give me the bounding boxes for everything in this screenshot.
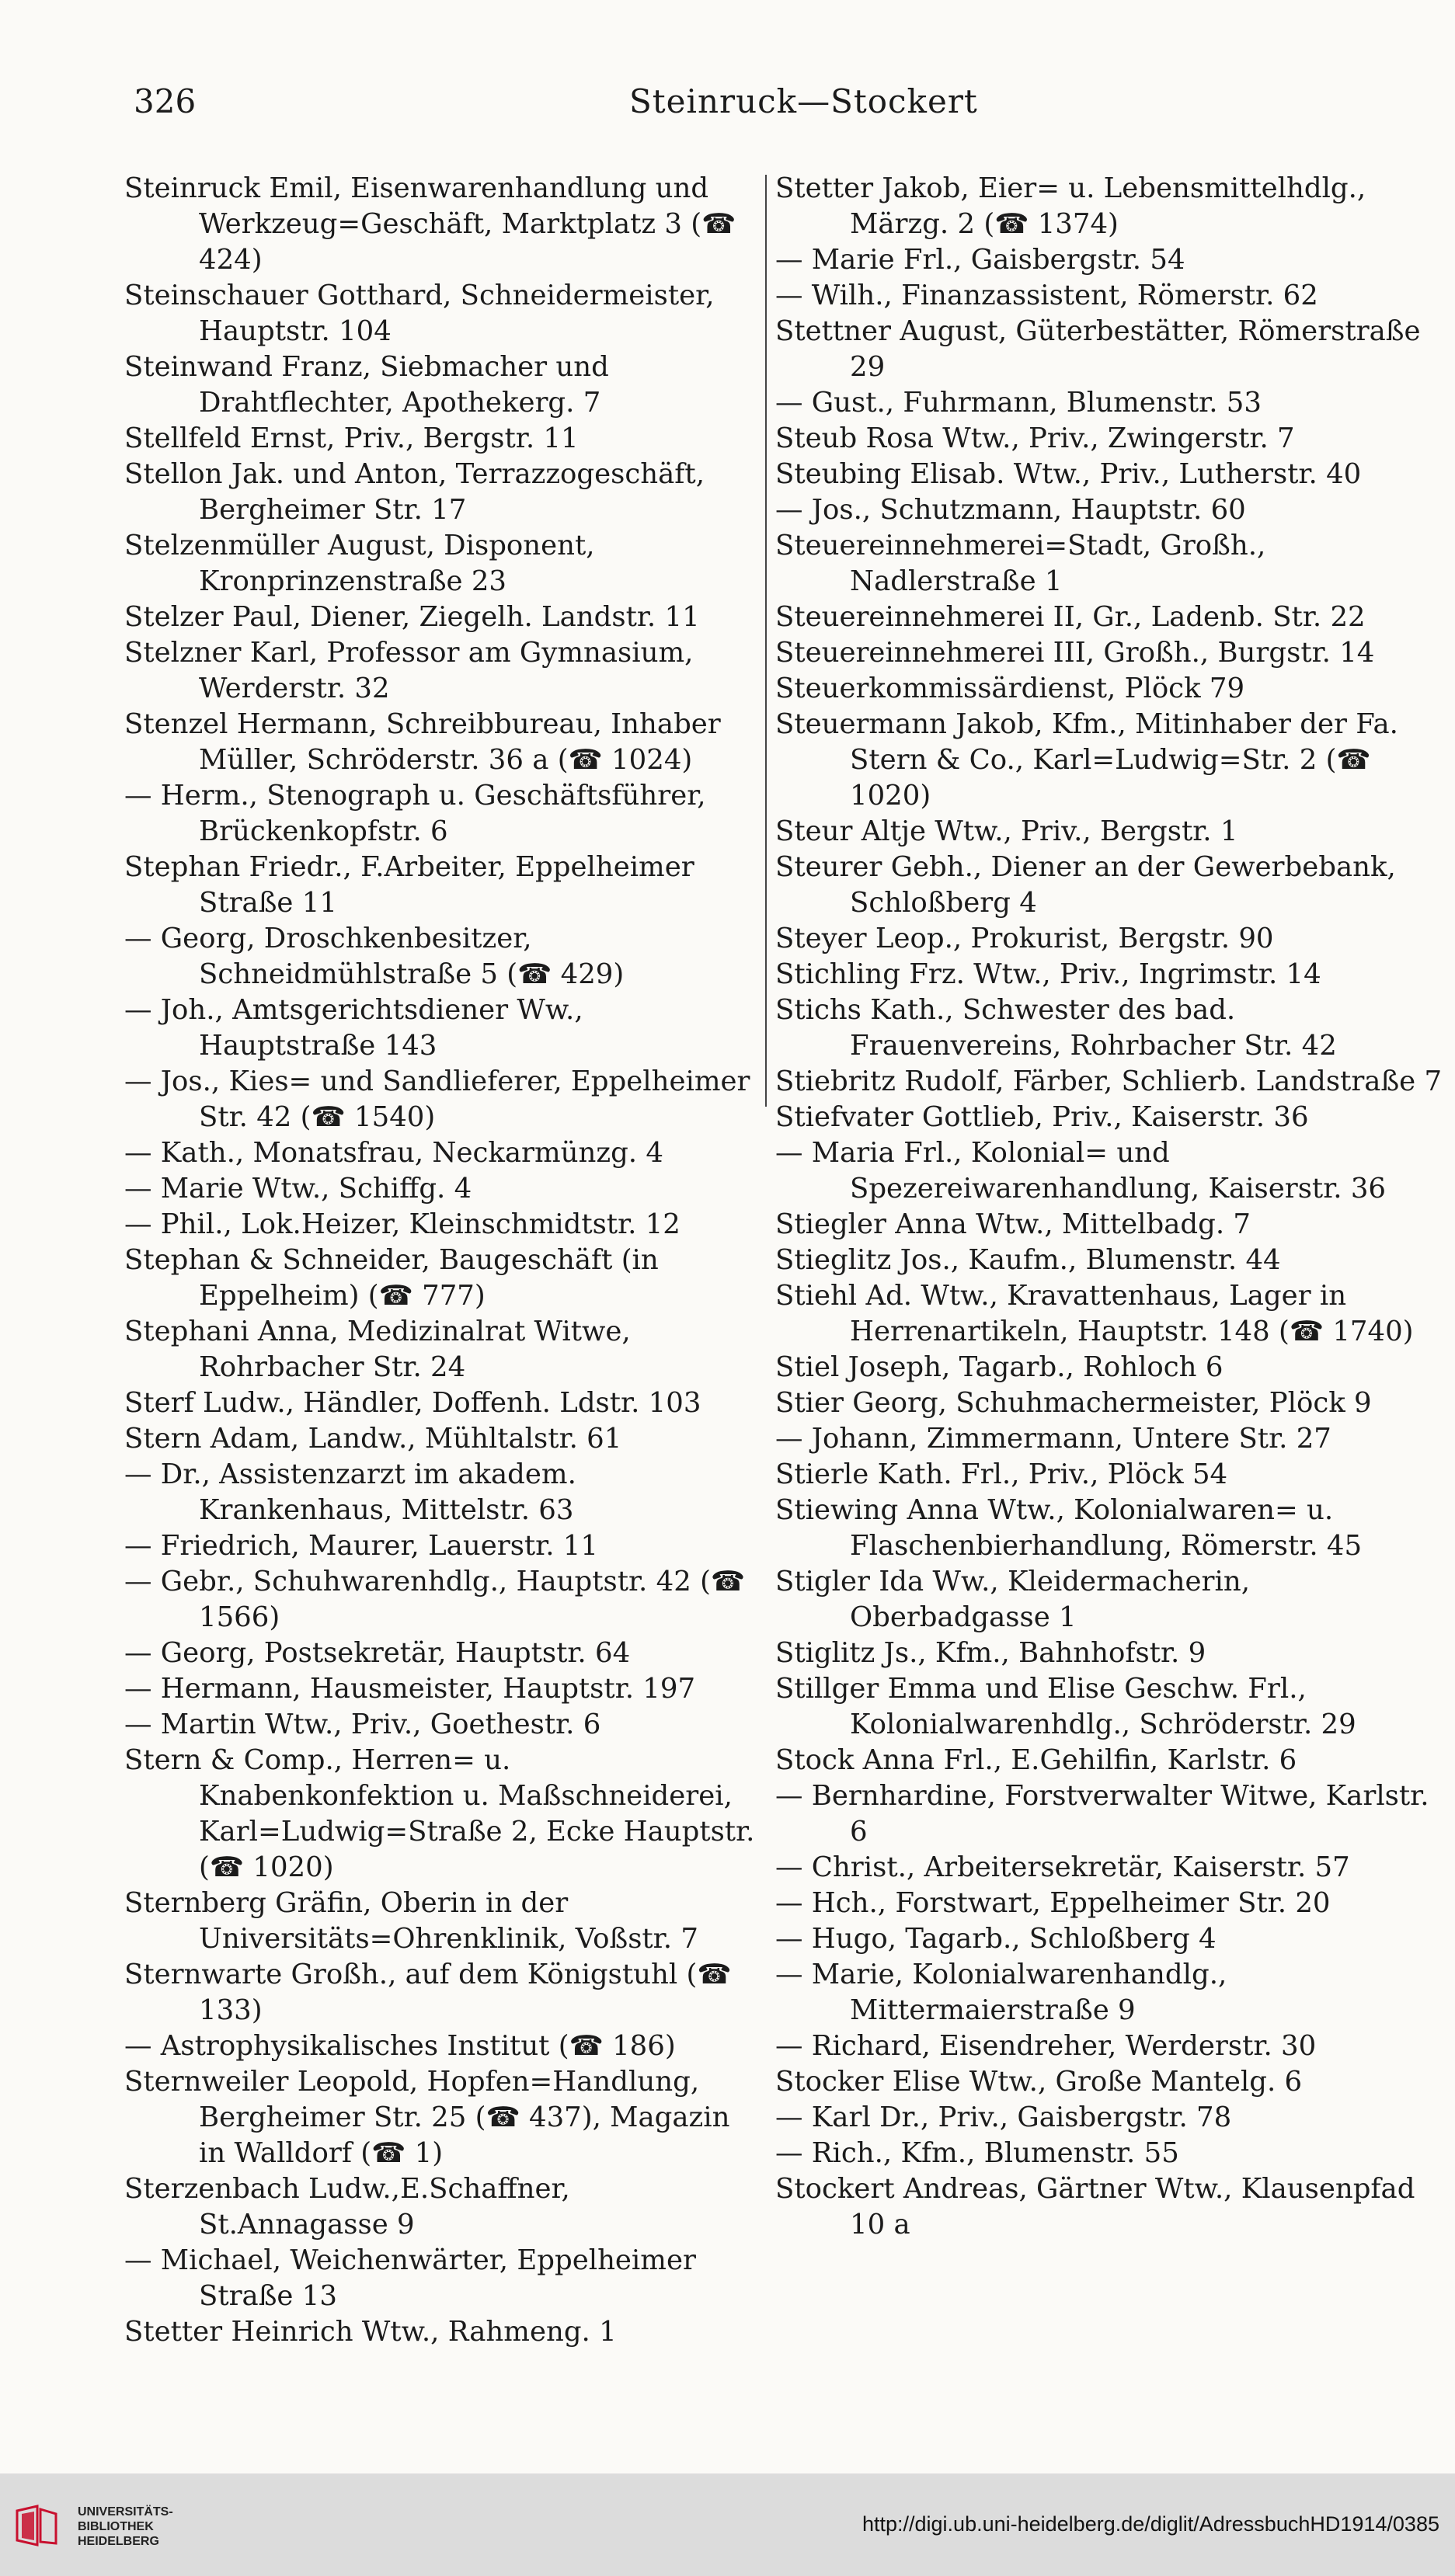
- library-name-line: HEIDELBERG: [78, 2535, 159, 2548]
- directory-entry: — Maria Frl., Kolonial= und Spezereiwarenhandlung, Kaiserstr. 36: [775, 1137, 1387, 1205]
- directory-entry: Stillger Emma und Elise Geschw. Frl., Kolonialwarenhdlg., Schröderstr. 29: [775, 1673, 1356, 1740]
- directory-entry: — Joh., Amtsgerichtsdiener Ww., Hauptstraße 143: [124, 994, 583, 1062]
- directory-entry: Stenzel Hermann, Schreibbureau, Inhaber Müller, Schröderstr. 36 a (☎ 1024): [124, 708, 721, 776]
- directory-entry: Steuerkommissärdienst, Plöck 79: [775, 673, 1245, 704]
- directory-entry: Stiefvater Gottlieb, Priv., Kaiserstr. 36: [775, 1101, 1309, 1133]
- directory-entry: — Gust., Fuhrmann, Blumenstr. 53: [775, 387, 1262, 419]
- directory-entry: Stieglitz Jos., Kaufm., Blumenstr. 44: [775, 1244, 1281, 1276]
- directory-entry: Stelzenmüller August, Disponent, Kronprinzenstraße 23: [124, 530, 595, 597]
- directory-entry: Stellfeld Ernst, Priv., Bergstr. 11: [124, 422, 579, 454]
- library-name-line: UNIVERSITÄTS-: [78, 2505, 173, 2519]
- library-name: [78, 2505, 173, 2549]
- directory-entry: Stern & Comp., Herren= u. Knabenkonfektion u. Maßschneiderei, Karl=Ludwig=Straße 2, Ecke Hauptstr. (☎ 1020): [124, 1744, 755, 1883]
- directory-entry: Stiehl Ad. Wtw., Kravattenhaus, Lager in Herrenartikeln, Hauptstr. 148 (☎ 1740): [775, 1280, 1414, 1347]
- directory-entry: — Jos., Kies= und Sandlieferer, Eppelheimer Str. 42 (☎ 1540): [124, 1066, 750, 1133]
- directory-entry: Stiegler Anna Wtw., Mittelbadg. 7: [775, 1208, 1251, 1240]
- directory-entry: Stelzner Karl, Professor am Gymnasium, Werderstr. 32: [124, 637, 694, 704]
- directory-entry: — Astrophysikalisches Institut (☎ 186): [124, 2030, 676, 2062]
- directory-entry: — Richard, Eisendreher, Werderstr. 30: [775, 2030, 1317, 2062]
- directory-entry: Stetter Heinrich Wtw., Rahmeng. 1: [124, 2316, 617, 2348]
- directory-entry: Stigler Ida Ww., Kleidermacherin, Oberbadgasse 1: [775, 1566, 1250, 1633]
- directory-entry: Stephan Friedr., F.Arbeiter, Eppelheimer Straße 11: [124, 851, 694, 919]
- directory-entry: Steubing Elisab. Wtw., Priv., Lutherstr. 40: [775, 458, 1362, 490]
- directory-entry: — Georg, Droschkenbesitzer, Schneidmühlstraße 5 (☎ 429): [124, 923, 625, 990]
- directory-entry: Steinruck Emil, Eisenwarenhandlung und Werkzeug=Geschäft, Marktplatz 3 (☎ 424): [124, 172, 736, 276]
- directory-entry: — Georg, Postsekretär, Hauptstr. 64: [124, 1637, 631, 1669]
- directory-entry: Stocker Elise Wtw., Große Mantelg. 6: [775, 2066, 1303, 2098]
- directory-entry: Steinwand Franz, Siebmacher und Drahtflechter, Apothekerg. 7: [124, 351, 609, 419]
- directory-entry: Stichling Frz. Wtw., Priv., Ingrimstr. 14: [775, 958, 1321, 990]
- directory-entry: Stephan & Schneider, Baugeschäft (in Eppelheim) (☎ 777): [124, 1244, 659, 1312]
- source-url[interactable]: http://digi.ub.uni-heidelberg.de/diglit/AdressbuchHD1914/0385: [862, 2512, 1439, 2536]
- directory-entry: Stetter Jakob, Eier= u. Lebensmittelhdlg., Märzg. 2 (☎ 1374): [775, 172, 1366, 240]
- library-name-line: BIBLIOTHEK: [78, 2520, 154, 2533]
- directory-entry: — Hermann, Hausmeister, Hauptstr. 197: [124, 1673, 696, 1705]
- directory-entry: — Herm., Stenograph u. Geschäftsführer, Brückenkopfstr. 6: [124, 780, 706, 847]
- directory-entry: Stern Adam, Landw., Mühltalstr. 61: [124, 1423, 622, 1455]
- directory-entry: Steuereinnehmerei II, Gr., Ladenb. Str. 22: [775, 601, 1366, 633]
- running-head: Steinruck—Stockert: [629, 82, 978, 120]
- right-column: [775, 171, 1443, 2243]
- directory-entry: — Jos., Schutzmann, Hauptstr. 60: [775, 494, 1246, 526]
- directory-entry: — Kath., Monatsfrau, Neckarmünzg. 4: [124, 1137, 663, 1169]
- directory-entry: Stettner August, Güterbestätter, Römerstraße 29: [775, 315, 1421, 383]
- column-divider: [765, 175, 767, 1107]
- directory-entry: Steyer Leop., Prokurist, Bergstr. 90: [775, 923, 1274, 954]
- directory-entry: Stock Anna Frl., E.Gehilfin, Karlstr. 6: [775, 1744, 1297, 1776]
- directory-entry: Sternweiler Leopold, Hopfen=Handlung, Bergheimer Str. 25 (☎ 437), Magazin in Walldorf (☎ 1): [124, 2066, 730, 2169]
- directory-entry: — Hch., Forstwart, Eppelheimer Str. 20: [775, 1887, 1331, 1919]
- directory-entry: Stephani Anna, Medizinalrat Witwe, Rohrbacher Str. 24: [124, 1316, 631, 1383]
- directory-entry: Steuereinnehmerei III, Großh., Burgstr. 14: [775, 637, 1375, 669]
- directory-entry: Stiebritz Rudolf, Färber, Schlierb. Landstraße 7: [775, 1066, 1443, 1097]
- directory-entry: Steurer Gebh., Diener an der Gewerbebank, Schloßberg 4: [775, 851, 1396, 919]
- directory-entry: Steur Altje Wtw., Priv., Bergstr. 1: [775, 815, 1238, 847]
- directory-entry: Stiewing Anna Wtw., Kolonialwaren= u. Flaschenbierhandlung, Römerstr. 45: [775, 1494, 1363, 1562]
- directory-entry: Steub Rosa Wtw., Priv., Zwingerstr. 7: [775, 422, 1295, 454]
- library-logo-icon: [14, 2503, 59, 2548]
- directory-entry: — Friedrich, Maurer, Lauerstr. 11: [124, 1530, 598, 1562]
- directory-entry: — Johann, Zimmermann, Untere Str. 27: [775, 1423, 1331, 1455]
- page-number: 326: [134, 82, 197, 120]
- directory-entry: Stierle Kath. Frl., Priv., Plöck 54: [775, 1458, 1228, 1490]
- directory-entry: — Marie Wtw., Schiffg. 4: [124, 1173, 472, 1205]
- directory-entry: — Wilh., Finanzassistent, Römerstr. 62: [775, 280, 1318, 311]
- directory-entry: Steinschauer Gotthard, Schneidermeister, Hauptstr. 104: [124, 280, 715, 347]
- directory-entry: Stier Georg, Schuhmachermeister, Plöck 9: [775, 1387, 1372, 1419]
- directory-entry: — Phil., Lok.Heizer, Kleinschmidtstr. 12: [124, 1208, 681, 1240]
- left-column: [124, 171, 757, 2350]
- directory-entry: — Dr., Assistenzarzt im akadem. Krankenhaus, Mittelstr. 63: [124, 1458, 576, 1526]
- directory-entry: Sternberg Gräfin, Oberin in der Universitäts=Ohrenklinik, Voßstr. 7: [124, 1887, 698, 1955]
- directory-entry: — Rich., Kfm., Blumenstr. 55: [775, 2137, 1179, 2169]
- directory-entry: — Christ., Arbeitersekretär, Kaiserstr. 57: [775, 1851, 1350, 1883]
- directory-entry: — Marie, Kolonialwarenhandlg., Mittermaierstraße 9: [775, 1959, 1227, 2026]
- directory-entry: Stelzer Paul, Diener, Ziegelh. Landstr. 11: [124, 601, 700, 633]
- directory-entry: Steuereinnehmerei=Stadt, Großh., Nadlerstraße 1: [775, 530, 1266, 597]
- directory-entry: — Gebr., Schuhwarenhdlg., Hauptstr. 42 (☎ 1566): [124, 1566, 746, 1633]
- directory-entry: — Martin Wtw., Priv., Goethestr. 6: [124, 1709, 601, 1740]
- directory-entry: — Marie Frl., Gaisbergstr. 54: [775, 244, 1185, 276]
- directory-entry: — Hugo, Tagarb., Schloßberg 4: [775, 1923, 1217, 1955]
- directory-entry: Sternwarte Großh., auf dem Königstuhl (☎ 133): [124, 1959, 732, 2026]
- directory-entry: Stellon Jak. und Anton, Terrazzogeschäft, Bergheimer Str. 17: [124, 458, 705, 526]
- directory-entry: Sterzenbach Ludw.,E.Schaffner, St.Annagasse 9: [124, 2173, 570, 2241]
- directory-entry: Steuermann Jakob, Kfm., Mitinhaber der Fa. Stern & Co., Karl=Ludwig=Str. 2 (☎ 1020): [775, 708, 1398, 812]
- directory-entry: Stiel Joseph, Tagarb., Rohloch 6: [775, 1351, 1224, 1383]
- footer-bar: [0, 2473, 1455, 2576]
- directory-entry: Sterf Ludw., Händler, Doffenh. Ldstr. 103: [124, 1387, 701, 1419]
- directory-entry: — Bernhardine, Forstverwalter Witwe, Karlstr. 6: [775, 1780, 1429, 1848]
- directory-entry: Stockert Andreas, Gärtner Wtw., Klausenpfad 10 a: [775, 2173, 1415, 2241]
- directory-entry: — Michael, Weichenwärter, Eppelheimer Straße 13: [124, 2244, 696, 2312]
- directory-entry: Stiglitz Js., Kfm., Bahnhofstr. 9: [775, 1637, 1206, 1669]
- directory-entry: — Karl Dr., Priv., Gaisbergstr. 78: [775, 2101, 1232, 2133]
- directory-entry: Stichs Kath., Schwester des bad. Frauenvereins, Rohrbacher Str. 42: [775, 994, 1337, 1062]
